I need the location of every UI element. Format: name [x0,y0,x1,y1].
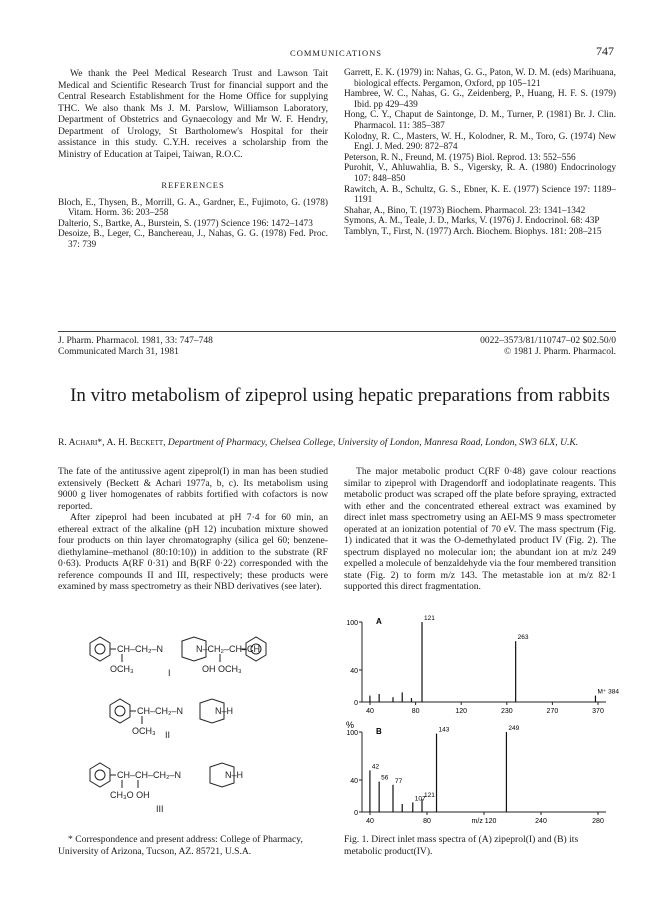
peak-label: 121 [424,792,435,800]
reference: Shahar, A., Bino, T. (1973) Biochem. Pharmacol. 23: 1341–1342 [344,205,586,216]
references-right [344,68,616,238]
references-heading: REFERENCES [161,180,225,190]
compound-label: II [165,730,171,740]
x-tick-label: 240 [535,818,547,825]
x-tick-label: 40 [366,708,374,715]
y-tick-label: 100 [346,620,358,627]
reference: Dalterio, S., Bartke, A., Burstein, S. (1977) Science 196: 1472–1473 [58,218,313,229]
y-tick-label: 40 [350,668,358,675]
x-tick-label: 120 [455,708,468,715]
benzene-ring [90,637,110,661]
copyright: © 1981 J. Pharm. Pharmacol. [504,347,616,357]
body-right-column [344,466,616,593]
peak-label: 56 [381,774,389,782]
y-axis-label: % [346,720,355,730]
y-tick-label: 40 [350,778,358,785]
chemical-structures [70,630,330,820]
y-tick-label: 0 [354,810,358,817]
compound-label: I [168,668,171,678]
x-tick-label: 80 [411,708,420,715]
peak-label: 121 [424,615,435,622]
body-paragraph: The fate of the antitussive agent zipeprol(I) in man has been studied extensively (Beckett & Achari 1977a, b, c). Its metabolism using 9000 g liver homogenates of rabbits fortified with cofactors is now reported. [58,466,328,512]
citation: J. Pharm. Pharmacol. 1981, 33: 747–748 [58,336,213,346]
body-left-column [58,466,328,593]
chain-label: N–H [225,770,244,780]
peak-label: 143 [438,726,450,734]
x-tick-label: 270 [546,708,559,715]
peak-label: 263 [517,634,529,642]
divider [58,331,616,332]
body-paragraph: The major metabolic product C(RF 0·48) gave colour reactions similar to zipeprol with Dragendorff and iodoplatinate reagents. This metabolic product was scraped off the plate before spraying, extracted with ether and the concentrated ethereal extract was examined by direct inlet mass spectrometry using an AEI-MS 9 mass spectrometer operated at an ionization potential of 70 eV. The mass spectrum (Fig. 1) indicated that it was the O-demethylated product IV (Fig. 2). The spectrum displayed no molecular ion; the abundant ion at m/z 249 expelled a molecule of benzaldehyde via the four membered transition state (Fig. 2) to form m/z 143. The metastable ion at m/z 82·1 supported this direct fragmentation. [344,466,616,592]
mass-spectra-figure [344,612,619,825]
substituent-label: CH₃O OH [110,790,150,800]
journal-code [480,336,616,358]
reference: Symons, A. M., Teale, J. D., Marks, V. (1976) J. Endocrinol. 68: 43P [344,216,600,227]
peak-label: 249 [508,725,520,732]
reference: Desoize, B., Leger, C., Banchereau, J., Nahas, G. G. (1978) Fed. Proc. 37: 739 [58,229,328,250]
y-tick-label: 100 [346,730,358,737]
y-tick-label: 0 [354,700,358,707]
substituent-label: OH OCH₃ [202,664,242,674]
communicated-date: Communicated March 31, 1981 [58,347,179,357]
page-number: 747 [596,44,614,58]
reference: Garrett, E. K. (1979) in: Nahas, G. G., Paton, W. D. M. (eds) Marihuana, biological effects. Pergamon, Oxford, pp 105–121 [344,68,616,89]
affiliation: Department of Pharmacy, Chelsea College, University of London, Manresa Road, London, SW3 6LX, U.K. [167,437,579,448]
reference: Tamblyn, T., First, N. (1977) Arch. Biochem. Biophys. 181: 208–215 [344,226,602,237]
x-tick-label: 80 [423,818,431,825]
reference: Hong, C. Y., Chaput de Saintonge, D. M., Turner, P. (1981) Br. J. Clin. Pharmacol. 11: 385–387 [344,110,616,131]
article-title: In vitro metabolism of zipeprol using hepatic preparations from rabbits [70,385,610,406]
authors: R. Achari*, A. H. Beckett, [58,437,166,448]
chain-label: CH–CH₂–N [117,644,164,654]
substituent-label: OCH₃ [110,664,134,674]
chain-label: CH–CH–CH₂–N [117,770,182,780]
reference: Kolodny, R. C., Masters, W. H., Kolodner, R. M., Toro, G. (1974) New Engl. J. Med. 290: 872–874 [344,131,616,153]
peak-label: 42 [371,763,380,771]
reference: Peterson, R. N., Freund, M. (1975) Biol. Reprod. 13: 552–556 [344,152,576,163]
acknowledgement: We thank the Peel Medical Research Trust and Lawson Tait Medical and Scientific Research Trust for financial support and the Central Research Establishment for the Home Office for supplying THC. We also thank Ms J. M. Parslow, Williamson Laboratory, Department of Obstetrics and Gynaecology and Mr W. F. Hendry, Department of Urology, St Bartholomew's Hospital for their assistance in this study. C.Y.H. receives a scholarship from the Ministry of Education at Taipei, Taiwan, R.O.C. [58,68,328,160]
figure-caption: Fig. 1. Direct inlet mass spectra of (A) zipeprol(I) and (B) its metabolic product(IV). [344,834,579,857]
chain-label: N–H [215,706,234,716]
authors-block [58,437,618,449]
reference: Hambree, W. C., Nahas, G. G., Zeidenberg, P., Huang, H. F. S. (1979) Ibid. pp 429–439 [344,89,616,110]
substituent-label: OCH₃ [132,726,156,736]
price-code: 0022–3573/81/110747–02 $02.50/0 [480,336,616,346]
x-tick-label: 230 [500,708,513,715]
running-title: COMMUNICATIONS [290,48,382,58]
chain-label: N–CH₂–CH–CH [196,644,261,654]
x-tick-label: 40 [366,818,374,825]
reference: Rawitch, A. B., Schultz, G. S., Ebner, K. E. (1977) Science 197: 1189–1191 [344,184,616,206]
peak-label: 107 [414,795,426,803]
peak-label: M⁺ 384 [597,688,619,696]
benzene-ring [110,699,130,723]
references-left [58,198,328,251]
peak-label: 77 [394,777,403,785]
body-paragraph: After zipeprol had been incubated at pH 7·4 for 60 min, an ethereal extract of the alkaline (pH 12) incubation mixture showed four products on thin layer chromatography (silica gel 60; benzene-diethylamine–methanol (80:10:10)) in addition to the substrate (RF 0·63). Products A(RF 0·31) and B(RF 0·22) corresponded with the reference compounds II and III, respectively; these products were examined by mass spectrometry as their NBD derivatives (see later). [58,512,328,592]
journal-citation [58,336,213,358]
benzene-ring [90,763,110,787]
compound-label: III [156,804,164,814]
panel-label: A [376,617,382,626]
chain-label: CH–CH₂–N [137,706,184,716]
x-tick-label: 370 [592,708,604,715]
x-tick-label: 280 [592,818,604,825]
x-tick-label: m/z 120 [471,818,497,825]
reference: Purohit, V., Ahluwahlia, B. S., Vigersky, R. A. (1980) Endocrinology 107: 848–850 [344,163,616,184]
panel-label: B [376,727,382,736]
left-top-column [58,68,328,250]
footnote: * Correspondence and present address: College of Pharmacy, University of Arizona, Tucson, AZ. 85721, U.S.A. [58,834,303,857]
reference: Bloch, E., Thysen, B., Morrill, G. A., Gardner, E., Fujimoto, G. (1978) Vitam. Horm. 36: 203–258 [58,197,328,219]
